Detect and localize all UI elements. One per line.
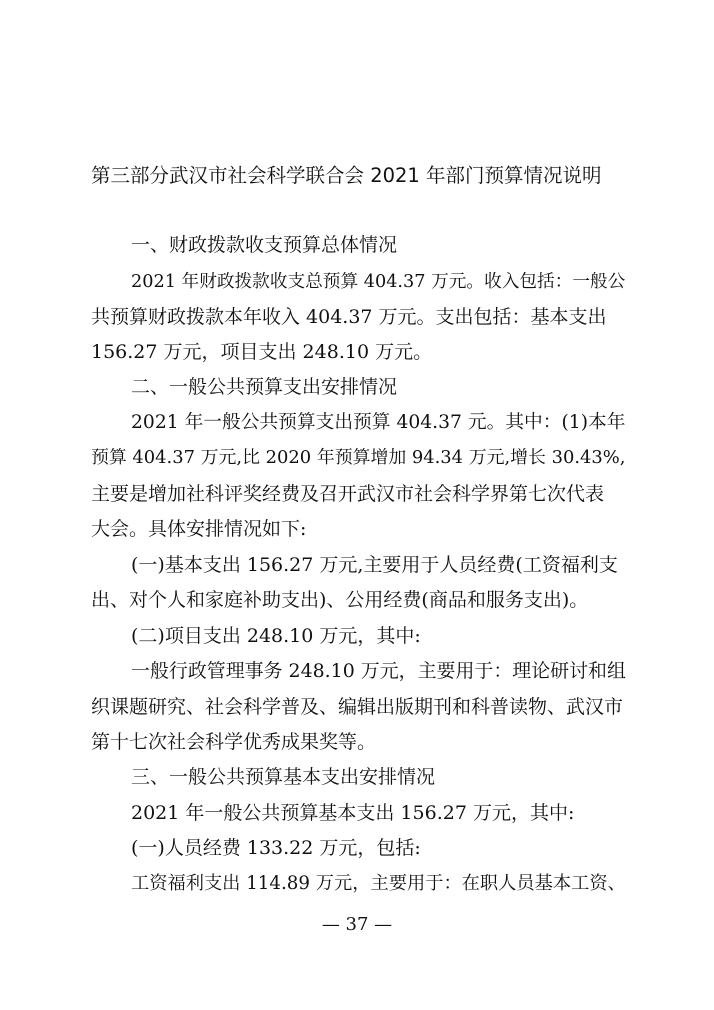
paragraph-line: 2021 年一般公共预算基本支出 156.27 万元，其中:	[131, 802, 575, 824]
paragraph-line: (二)项目支出 248.10 万元，其中:	[131, 625, 421, 647]
paragraph-line: 一般行政管理事务 248.10 万元，主要用于：理论研讨和组	[131, 660, 626, 682]
page-number: — 37 —	[321, 914, 393, 935]
paragraph-line: 主要是增加社科评奖经费及召开武汉市社会科学界第七次代表	[91, 483, 605, 505]
paragraph-line: 2021 年财政拨款收支总预算 404.37 万元。收入包括：一般公	[131, 272, 626, 292]
section-heading-2: 二、一般公共预算支出安排情况	[131, 376, 398, 398]
paragraph-line: 织课题研究、社会科学普及、编辑出版期刊和科普读物、武汉市	[91, 696, 624, 718]
section-heading-3: 三、一般公共预算基本支出安排情况	[131, 766, 436, 788]
document-title: 第三部分武汉市社会科学联合会 2021 年部门预算情况说明	[91, 164, 602, 187]
paragraph-line: 出、对个人和家庭补助支出)、公用经费(商品和服务支出)。	[91, 589, 589, 611]
paragraph-line: 工资福利支出 114.89 万元，主要用于：在职人员基本工资、	[131, 873, 626, 894]
paragraph-line: 共预算财政拨款本年收入 404.37 万元。支出包括：基本支出	[91, 306, 607, 328]
paragraph-line: 预算 404.37 万元,比 2020 年预算增加 94.34 万元,增长 30.43%,	[91, 447, 626, 468]
paragraph-line: 156.27 万元，项目支出 248.10 万元。	[91, 341, 433, 363]
paragraph-line: (一)基本支出 156.27 万元,主要用于人员经费(工资福利支	[131, 554, 618, 576]
paragraph-line: 大会。具体安排情况如下:	[91, 518, 307, 540]
paragraph-line: 2021 年一般公共预算支出预算 404.37 元。其中：(1)本年	[131, 412, 626, 433]
section-heading-1: 一、财政拨款收支预算总体情况	[131, 234, 398, 256]
paragraph-line: 第十七次社会科学优秀成果奖等。	[91, 731, 377, 753]
paragraph-line: (一)人员经费 133.22 万元，包括:	[131, 837, 421, 859]
